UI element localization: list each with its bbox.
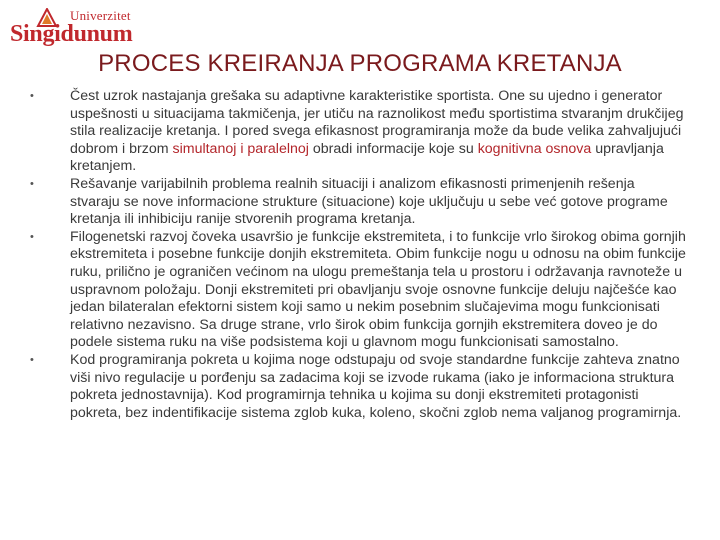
university-logo	[8, 8, 158, 48]
bullet-item	[30, 176, 686, 229]
bullet-text: Rešavanje varijabilnih problema realnih situaciji i analizom efikasnosti primenjenih rešenja stvaraju se nove informacione strukture (situacione) koje uključuju u sebe već gotove programe kretanja ili inhibiciju ranije stvorenih programa kretanja.	[70, 175, 668, 228]
bullet-text: Filogenetski razvoj čoveka usavršio je funkcije ekstremiteta, i to funkcije vrlo širokog obima gornjih ekstremiteta i posebne funkcije donjih ekstremiteta. Obim funkcije nogu u odnosu na obim funkcije ruku, prilično je ograničen većinom na ulogu premeštanja tela u prostoru i održavanja ravnoteže u uspravnom položaju. Donji ekstremiteti pri obavljanju svoje osnovne funkcije deluju najčešće kao jedan bilateralan efektorni sistem koji samo u nekim posebnim slučajevima mogu funkcionisati relativno nezavisno. Sa druge strane, vrlo širok obim funkcija gornjih ekstremitera doveo je do podele sistema ruku na više podsistema koji u glavnom mogu funkcionisati samostalno.	[70, 228, 686, 351]
highlight-text: kognitivna osnova	[477, 140, 592, 157]
logo-university-text: Univerzitet	[70, 8, 131, 23]
bullet-list	[30, 88, 686, 422]
highlight-text: simultanoj i paralelnoj	[172, 140, 309, 157]
bullet-text-part: Čest uzrok nastajanja grešaka su adaptivne karakteristike sportista. One su ujedno i generator uspešnosti u situacijama takmičenja, jer utiču na raznolikost među sportistima stvaranjm drukčijeg stila realizacije kretanja. I pored svega efikasnost programiranja može da bude velika zahvaljujući dobrom i brzom	[70, 88, 684, 157]
bullet-text: Kod programiranja pokreta u kojima noge odstupaju od svoje standardne funkcije zahteva znatno viši nivo regulacije u porđenju sa zadacima koji se izvode rukama (iako je informaciona struktura pokreta jednostavnija). Kod programirnja tehnika u kojima su donji ekstremiteti protagonisti pokreta, bez indentifikacije sistema zglob kuka, koleno, skočni zglob nema valjanog programirnja.	[70, 351, 682, 421]
bullet-icon: •	[30, 90, 34, 102]
bullet-icon: •	[30, 353, 34, 366]
bullet-icon: •	[30, 230, 34, 243]
bullet-icon: •	[30, 177, 34, 190]
bullet-item	[30, 352, 686, 422]
bullet-item	[30, 229, 686, 352]
logo-name-text: Singidunum	[10, 21, 133, 47]
bullet-text-part: upravljanja kretanjem.	[70, 140, 664, 175]
bullet-item	[30, 88, 686, 176]
slide-content	[30, 88, 686, 422]
bullet-text-part: obradi informacije koje su	[308, 140, 478, 157]
slide-title: PROCES KREIRANJA PROGRAMA KRETANJA	[98, 50, 622, 77]
